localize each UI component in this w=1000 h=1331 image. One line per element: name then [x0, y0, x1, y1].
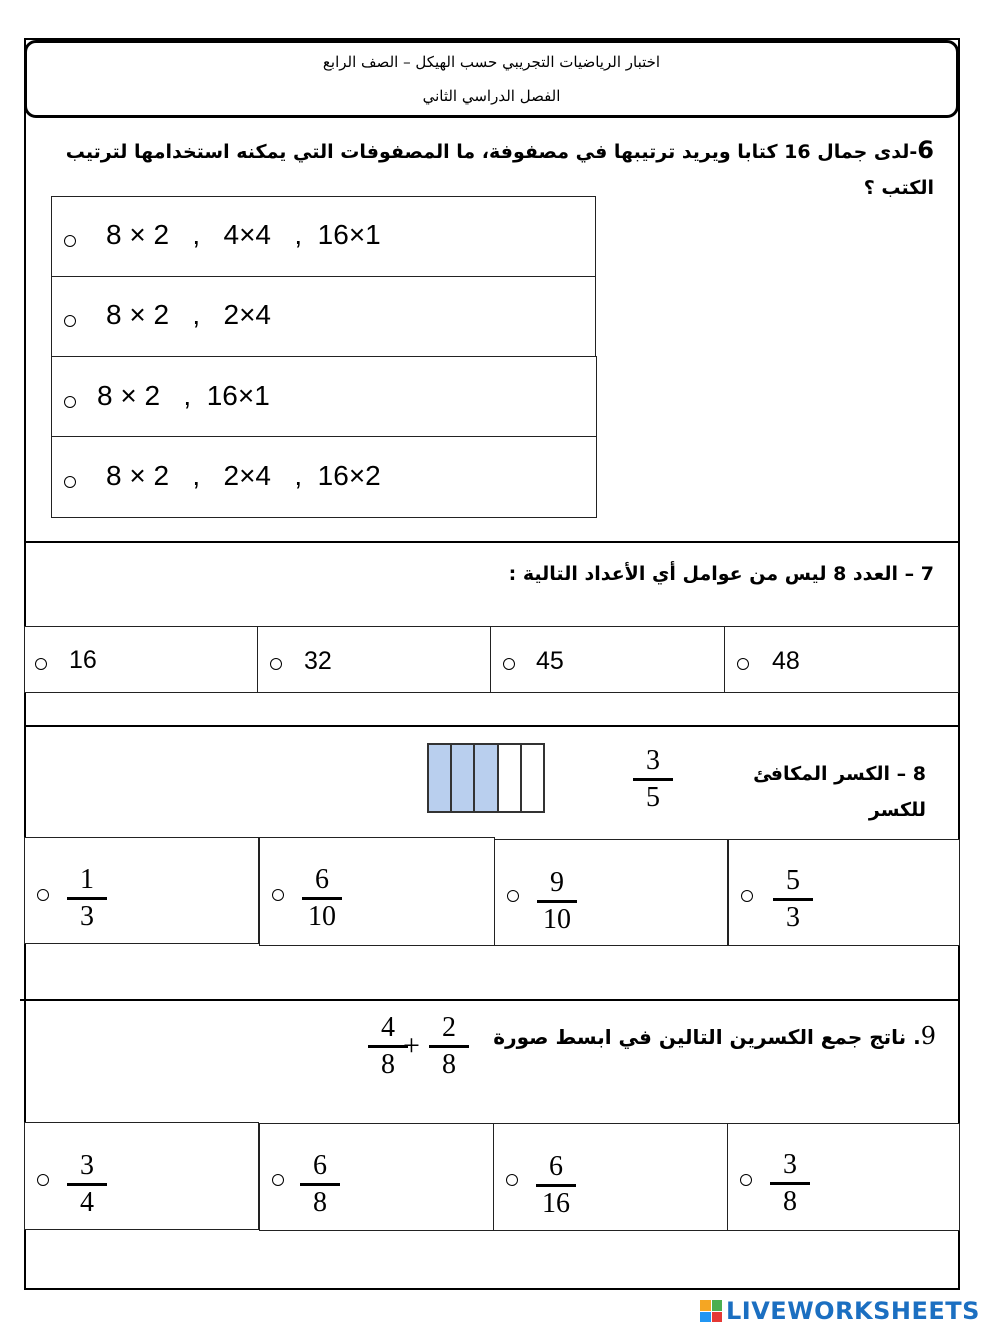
fraction-denominator: 8	[313, 1187, 327, 1218]
q9-option-3-fraction	[532, 1151, 580, 1220]
fraction-bar	[300, 1183, 340, 1186]
section-divider	[20, 999, 960, 1001]
q9-option-1-fraction	[63, 1150, 111, 1219]
radio-button[interactable]	[506, 1174, 518, 1186]
section-divider	[24, 725, 960, 727]
fraction-bar	[537, 900, 577, 903]
q7-option-1-text: 16	[69, 646, 97, 674]
logo-text: LIVEWORKSHEETS	[726, 1297, 980, 1325]
radio-button[interactable]	[272, 1174, 284, 1186]
model-part	[522, 745, 543, 811]
radio-button[interactable]	[35, 658, 47, 670]
q8-option-4-fraction	[769, 865, 817, 934]
fraction-denominator: 3	[786, 902, 800, 933]
q8-option-2-fraction	[298, 864, 346, 933]
fraction-numerator: 5	[786, 865, 800, 896]
fraction-denominator: 8	[442, 1049, 456, 1080]
q9-option-3[interactable]	[493, 1123, 728, 1231]
radio-button[interactable]	[740, 1174, 752, 1186]
q8-fraction	[629, 745, 677, 814]
q7-option-4-text: 48	[772, 647, 800, 675]
fraction-numerator: 1	[80, 864, 94, 895]
fraction-bar	[67, 1183, 107, 1186]
radio-button[interactable]	[64, 396, 76, 408]
fraction-numerator: 3	[80, 1150, 94, 1181]
radio-button[interactable]	[64, 235, 76, 247]
q6-option-3-text: 8 × 2 , 16×1	[97, 380, 270, 411]
q7-option-2-text: 32	[304, 647, 332, 675]
question-9-number: 9	[920, 1022, 936, 1050]
q9-option-4[interactable]	[727, 1123, 960, 1231]
fraction-bar	[536, 1184, 576, 1187]
fraction-denominator: 8	[381, 1049, 395, 1080]
fraction-numerator: 3	[646, 745, 660, 776]
fraction-bar	[67, 897, 107, 900]
fraction-bar	[368, 1045, 408, 1048]
model-part	[499, 745, 522, 811]
logo-square	[700, 1312, 711, 1323]
exam-header	[24, 40, 959, 118]
fraction-denominator: 3	[80, 901, 94, 932]
fraction-numerator: 4	[381, 1012, 395, 1043]
radio-button[interactable]	[37, 889, 49, 901]
q9-option-2[interactable]	[259, 1123, 494, 1231]
question-6-body: -لدى جمال 16 كتابا ويريد ترتيبها في مصفوفة، ما المصفوفات التي يمكنه استخدامها لترتيب الكتب ؟	[65, 141, 934, 199]
q7-option-1[interactable]	[24, 626, 258, 693]
q9-option-4-fraction	[766, 1149, 814, 1218]
logo-square	[712, 1300, 723, 1311]
fraction-numerator: 3	[783, 1149, 797, 1180]
q9-fraction-b	[425, 1012, 473, 1081]
model-part-shaded	[429, 745, 452, 811]
question-6-number: 6	[917, 136, 934, 164]
q8-option-4[interactable]	[728, 839, 960, 946]
question-9-text	[490, 1018, 936, 1055]
fraction-denominator: 10	[543, 904, 571, 935]
fraction-numerator: 9	[550, 867, 564, 898]
q9-option-2-fraction	[296, 1150, 344, 1219]
q7-option-3-text: 45	[536, 647, 564, 675]
radio-button[interactable]	[507, 890, 519, 902]
q6-option-1-text: 8 × 2 , 4×4 , 16×1	[106, 219, 381, 250]
question-6-text	[40, 132, 934, 206]
logo-square	[712, 1312, 723, 1323]
logo-square	[700, 1300, 711, 1311]
fraction-denominator: 5	[646, 782, 660, 813]
radio-button[interactable]	[741, 890, 753, 902]
plus-sign: +	[403, 1029, 420, 1062]
fraction-denominator: 10	[308, 901, 336, 932]
header-title: اختبار الرياضيات التجريبي حسب الهيكل – الصف الرابع	[322, 53, 661, 71]
radio-button[interactable]	[64, 476, 76, 488]
q8-option-3-fraction	[533, 867, 581, 936]
radio-button[interactable]	[64, 315, 76, 327]
question-8-text: 8 – الكسر المكافئ للكسر	[753, 763, 926, 821]
q6-option-4-text: 8 × 2 , 2×4 , 16×2	[106, 460, 381, 491]
fraction-denominator: 4	[80, 1187, 94, 1218]
q8-option-1[interactable]	[24, 837, 259, 944]
radio-button[interactable]	[270, 658, 282, 670]
fraction-bar	[302, 897, 342, 900]
fraction-numerator: 6	[549, 1151, 563, 1182]
fraction-bar	[429, 1045, 469, 1048]
radio-button[interactable]	[737, 658, 749, 670]
radio-button[interactable]	[37, 1174, 49, 1186]
q6-option-2[interactable]	[51, 276, 596, 357]
fraction-numerator: 2	[442, 1012, 456, 1043]
question-9-body: . ناتج جمع الكسرين التالين في ابسط صورة	[493, 1025, 921, 1049]
q7-option-4[interactable]	[724, 626, 959, 693]
fraction-bar	[633, 778, 673, 781]
liveworksheets-logo[interactable]	[700, 1296, 980, 1326]
fraction-model	[427, 743, 545, 813]
q6-option-1[interactable]	[51, 196, 596, 277]
fraction-denominator: 16	[542, 1188, 570, 1219]
radio-button[interactable]	[503, 658, 515, 670]
q8-option-1-fraction	[63, 864, 111, 933]
logo-mark-icon	[700, 1300, 722, 1322]
fraction-bar	[773, 898, 813, 901]
fraction-bar	[770, 1182, 810, 1185]
q7-option-3[interactable]	[490, 626, 725, 693]
radio-button[interactable]	[272, 889, 284, 901]
q6-option-3[interactable]	[51, 356, 597, 437]
model-part-shaded	[452, 745, 475, 811]
q8-option-2[interactable]	[259, 837, 495, 946]
fraction-denominator: 8	[783, 1186, 797, 1217]
model-part-shaded	[475, 745, 498, 811]
question-7-text: 7 – العدد 8 ليس من عوامل أي الأعداد التالية :	[508, 563, 934, 585]
header-subtitle: الفصل الدراسي الثاني	[422, 87, 561, 105]
q7-option-2[interactable]	[257, 626, 491, 693]
q6-option-2-text: 8 × 2 , 2×4	[106, 299, 272, 330]
q6-option-4[interactable]	[51, 436, 597, 518]
fraction-numerator: 6	[315, 864, 329, 895]
q8-option-3[interactable]	[494, 839, 728, 946]
q9-option-1[interactable]	[24, 1122, 259, 1230]
section-divider	[24, 541, 960, 543]
fraction-numerator: 6	[313, 1150, 327, 1181]
